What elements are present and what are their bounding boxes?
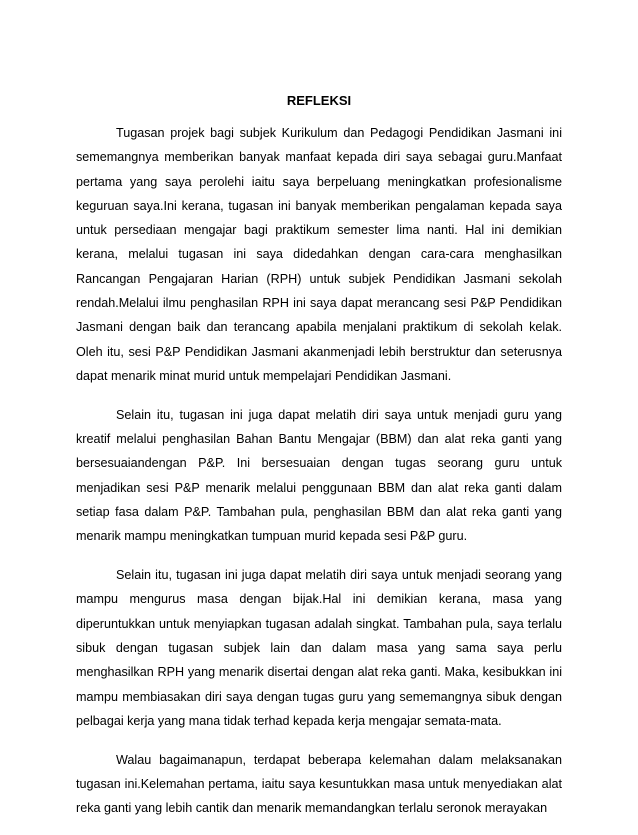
document-body [76, 121, 562, 835]
paragraph-4: Walau bagaimanapun, terdapat beberapa kelemahan dalam melaksanakan tugasan ini.Kelemahan pertama, iaitu saya kesuntukkan masa untuk menyediakan alat reka ganti yang lebih cantik dan menarik memandangkan terlalu seronok merayakan [76, 752, 562, 816]
document-title: REFLEKSI [286, 93, 352, 108]
paragraph-3: Selain itu, tugasan ini juga dapat melatih diri saya untuk menjadi seorang yang mampu mengurus masa dengan bijak.Hal ini demikian kerana, masa yang diperuntukkan untuk menyiapkan tugasan adalah singkat. Tambahan pula, saya terlalu sibuk dengan tugasan subjek lain dan dalam masa yang sama saya perlu menghasilkan RPH yang menarik disertai dengan alat reka ganti. Maka, kesibukkan ini mampu membiasakan diri saya dengan tugas guru yang sememangnya sibuk dengan pelbagai kerja yang mana tidak terhad kepada kerja mengajar semata-mata. [76, 568, 562, 728]
paragraph-2: Selain itu, tugasan ini juga dapat melatih diri saya untuk menjadi guru yang kreatif melalui penghasilan Bahan Bantu Mengajar (BBM) dan alat reka ganti yang bersesuaiandengan P&P. Ini bersesuaian dengan tugas seorang guru untuk menjadikan sesi P&P menarik melalui penggunaan BBM dan alat reka ganti dalam setiap fasa dalam P&P. Tambahan pula, penghasilan BBM dan alat reka ganti yang menarik mampu meningkatkan tumpuan murid kepada sesi P&P guru. [76, 407, 562, 544]
paragraph-1: Tugasan projek bagi subjek Kurikulum dan Pedagogi Pendidikan Jasmani ini sememangnya memberikan banyak manfaat kepada diri saya sebagai guru.Manfaat pertama yang saya perolehi iaitu saya berpeluang meningkatkan profesionalisme keguruan saya.Ini kerana, tugasan ini banyak memberikan pengalaman kepada saya untuk persediaan mengajar bagi praktikum semester lima nanti. Hal ini demikian kerana, melalui tugasan ini saya didedahkan dengan cara-cara menghasilkan Rancangan Pengajaran Harian (RPH) untuk subjek Pendidikan Jasmani sekolah rendah.Melalui ilmu penghasilan RPH ini saya dapat merancang sesi P&P Pendidikan Jasmani dengan baik dan terancang apabila menjalani praktikum di sekolah kelak. Oleh itu, sesi P&P Pendidikan Jasmani akanmenjadi lebih berstruktur dan seterusnya dapat menarik minat murid untuk mempelajari Pendidikan Jasmani. [76, 126, 562, 383]
